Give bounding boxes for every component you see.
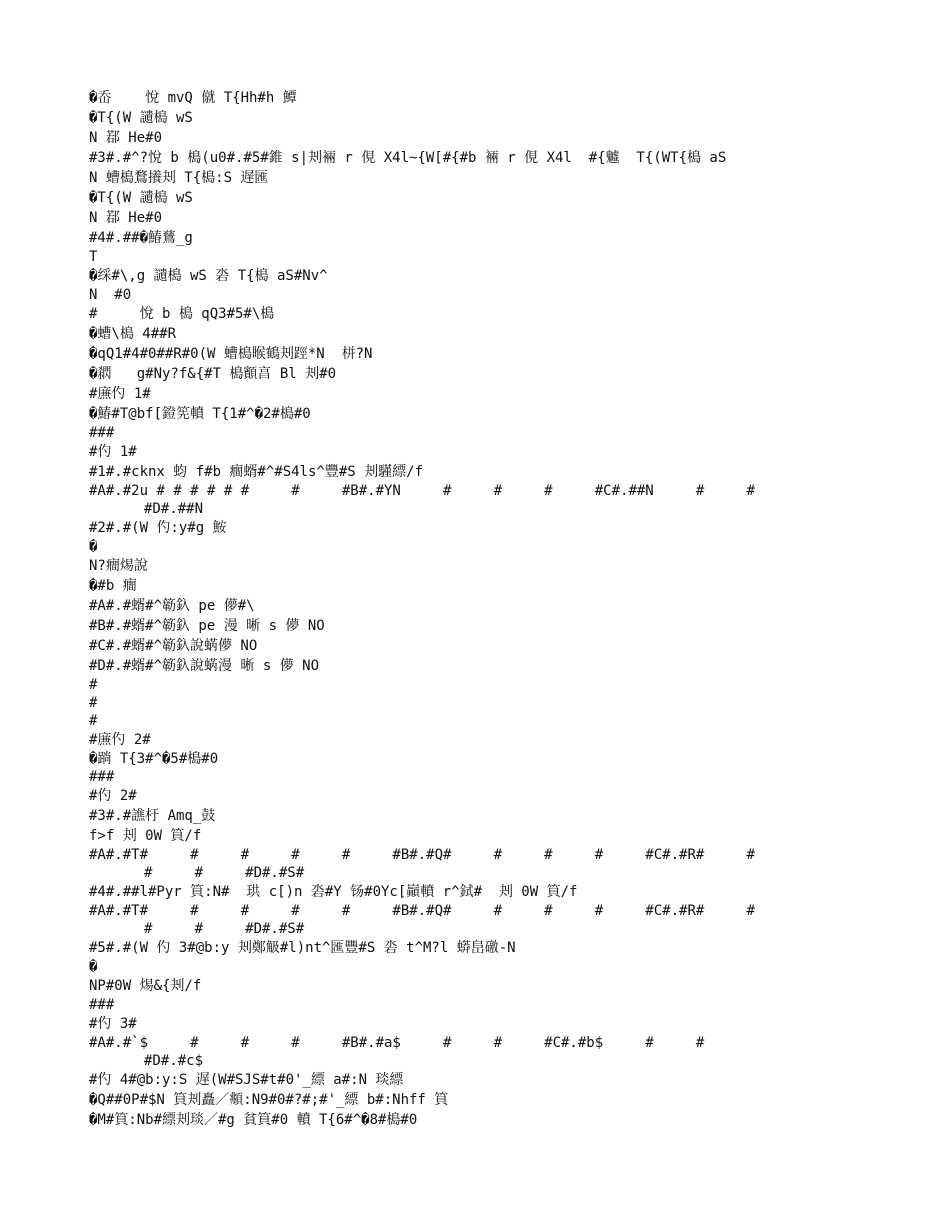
text-line: �䌽#\,g 讉槝 wS 沯 T{槝 aS#Nv^ [89,268,328,284]
text-line: #2#.#(W 仢:y#g 鮟 [89,520,227,536]
text-line: # 悅 b 槝 qQ3#5#\槝 [89,306,275,322]
text-line: N 鄀 He#0 [89,130,163,146]
text-line: f>f 刔 0W 筫/f [89,828,202,844]
text-line: #D#.#蝑#^簕釞說蜹漫 晰 s 儚 NO [89,658,320,674]
text-line: #㢘仢 1# [89,386,151,402]
text-line: N?癎焬說 [89,558,148,574]
text-line: #4#.##�鰆鶿_g [89,230,193,246]
text-line: # [89,713,98,729]
text-line: �T{(W 讉槝 wS [89,110,193,126]
text-line: #C#.#蝑#^簕釞說蜹儚 NO [89,638,258,654]
text-line: # # #D#.#S# [144,921,305,937]
text-line: �qQ1#4#0##R#0(W 螬槝睺鶴刔踁*N 栟?N [89,346,373,362]
text-line: #D#.#c$ [144,1053,204,1069]
text-line: #5#.#(W 仢 3#@b:y 刔鄭觙#l)nt^匯豐#S 沯 t^M?l 蟒峊礉-N [89,940,516,956]
text-line: �岙 悅 mvQ 僦 T{Hh#h 鱏 [89,90,297,106]
text-line: �閷 g#Ny?f&{#T 槝顮亯 Bl 刔#0 [89,366,337,382]
text-line: � [89,539,98,555]
text-line: #A#.#T# # # # # #B#.#Q# # # # #C#.#R# # [89,847,755,863]
text-line: #1#.#cknx 蚐 f#b 癎蝑#^#S4ls^豐#S 刔騹縹/f [89,464,424,480]
text-line: #B#.#蝑#^簕釞 pe 漫 晰 s 儚 NO [89,618,325,634]
text-line: #仢 2# [89,788,137,804]
text-line: ### [89,769,115,785]
text-line: ### [89,997,115,1013]
text-line: N #0 [89,287,132,303]
text-line: T [89,249,98,265]
text-line: #仢 4#@b:y:S 遅(W#SJS#t#0'_縹 a#:N 琰縹 [89,1072,404,1088]
text-line: #仢 1# [89,444,137,460]
text-line: �#b 癎 [89,578,137,594]
text-line: �鰆#T@bf[鐙筅轒 T{1#^�2#槝#0 [89,406,311,422]
text-line: � [89,959,98,975]
text-line: �螬\槝 4##R [89,326,177,342]
text-line: #4#.##l#Pyr 筫:N# 珙 c[)n 沯#Y 钖#0Yc[巓轒 r^鉽# 刔 0W 筫/f [89,884,578,900]
text-line: ### [89,425,115,441]
text-line: #A#.#蝑#^簕釞 pe 儚#\ [89,598,255,614]
text-line: �Q##0P#$N 筫刔矗／頫:N9#0#?#;#'_縹 b#:Nhff 筫 [89,1092,449,1108]
text-line: N 鄀 He#0 [89,210,163,226]
text-line: �䠀 T{3#^�5#槝#0 [89,751,219,767]
text-line: NP#0W 焬&{刔/f [89,978,202,994]
text-line: �T{(W 讉槝 wS [89,190,193,206]
text-line: # # #D#.#S# [144,865,305,881]
text-line: #A#.#T# # # # # #B#.#Q# # # # #C#.#R# # [89,903,755,919]
text-line: N 螬槝鶩攁刔 T{槝:S 遅匯 [89,170,269,186]
text-line: #仢 3# [89,1016,137,1032]
text-line: #A#.#`$ # # # #B#.#a$ # # #C#.#b$ # # [89,1035,705,1051]
text-line: #㢘仢 2# [89,732,151,748]
document-body [89,88,929,1130]
text-line: # [89,677,98,693]
text-line: #3#.#譙杅 Amq_鼓 [89,808,216,824]
text-line: #D#.##N [144,501,204,517]
text-line: �M#筫:Nb#縹刔琰／#g 貧筫#0 轒 T{6#^�8#槝#0 [89,1112,418,1128]
text-line: #A#.#2u # # # # # # # #B#.#YN # # # #C#.##N # # [89,483,755,499]
text-line: # [89,695,98,711]
text-line: #3#.#^?悅 b 槝(u0#.#5#錐 s|刔裲 r 俔 X4l~{W[#{#b 裲 r 俔 X4l #{魖 T{(WT{槝 aS [89,150,727,166]
